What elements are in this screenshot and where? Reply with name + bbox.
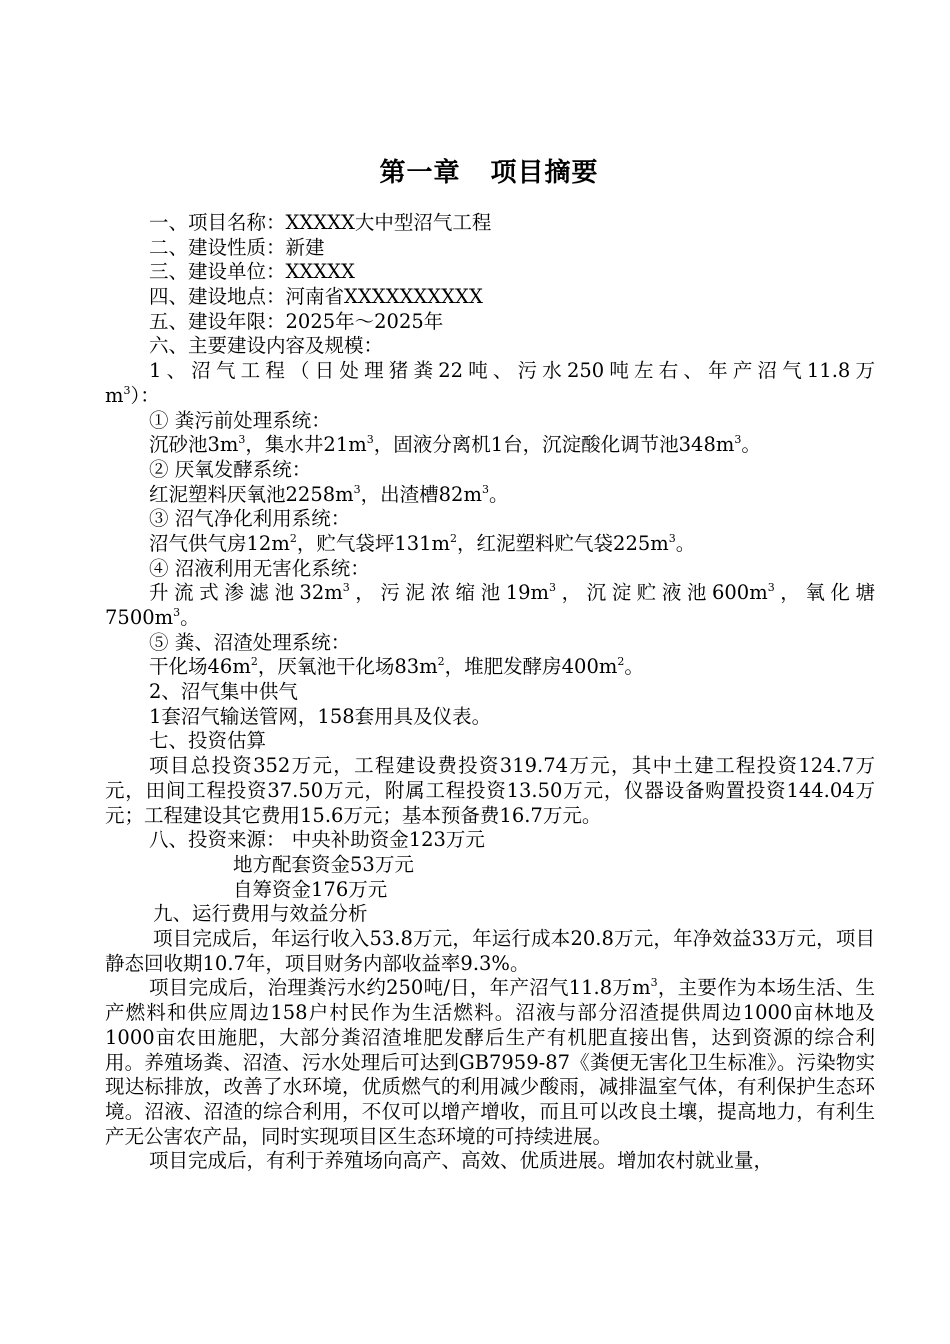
construction-unit: 三、建设单位：XXXXX bbox=[149, 260, 355, 284]
document-body bbox=[105, 211, 875, 1174]
fermentation-system-content: 红泥塑料厌氧池$2258m^3$，出渣槽$82m^3$。 bbox=[149, 482, 509, 506]
construction-nature: 二、建设性质：新建 bbox=[149, 235, 325, 259]
funding-central: 八、投资来源： 中央补助资金123万元 bbox=[149, 828, 485, 852]
fermentation-system-title: ② 厌氧发酵系统： bbox=[149, 457, 312, 481]
funding-self: 自筹资金176万元 bbox=[233, 877, 388, 901]
chapter-title bbox=[0, 152, 950, 189]
benefit-paragraph-1: 项目完成后，年运行收入53.8万元，年运行成本20.8万元，年净效益33万元，项目静态回收期10.7年，项目财务内部收益率9.3%。 bbox=[105, 926, 875, 975]
residue-system-content: 干化场$46m^2$，厌氧池干化场$83m^2$，堆肥发酵房$400m^2$。 bbox=[149, 655, 644, 679]
residue-system-title: ⑤ 粪、沼渣处理系统： bbox=[149, 630, 351, 654]
chapter-number: 第一章 bbox=[379, 158, 461, 188]
investment-heading: 七、投资估算 bbox=[149, 729, 267, 753]
purification-system-title: ③ 沼气净化利用系统： bbox=[149, 507, 351, 531]
chapter-heading: 项目摘要 bbox=[490, 158, 599, 188]
biogas-project-line-cont: $m^3$）： bbox=[105, 383, 160, 407]
scope-heading: 六、主要建设内容及规模： bbox=[149, 334, 384, 358]
gas-supply-content: 1套沼气输送管网，158套用具及仪表。 bbox=[149, 704, 492, 728]
digestate-system-title: ④ 沼液利用无害化系统： bbox=[149, 556, 370, 580]
pretreatment-system-content: 沉砂池$3m^3$，集水井$21m^3$，固液分离机1台，沉淀酸化调节池$348m^3$。 bbox=[149, 433, 761, 457]
digestate-system-content-cont: $7500m^3$。 bbox=[105, 606, 200, 629]
benefit-heading: 九、运行费用与效益分析 bbox=[153, 902, 368, 926]
biogas-project-line: 1、沼气工程（日处理猪粪22吨、污水250吨左右、年产沼气11.8万 bbox=[149, 359, 875, 383]
purification-system-content: 沼气供气房$12m^2$，贮气袋坪$131m^2$，红泥塑料贮气袋$225m^3$。 bbox=[149, 531, 696, 555]
investment-paragraph: 项目总投资352万元，工程建设费投资319.74万元，其中土建工程投资124.7万元，田间工程投资37.50万元，附属工程投资13.50万元，仪器设备购置投资144.04万元；工程建设其它费用15.6万元；基本预备费16.7万元。 bbox=[105, 754, 875, 827]
pretreatment-system-title: ① 粪污前处理系统： bbox=[149, 408, 331, 432]
gas-supply-heading: 2、沼气集中供气 bbox=[149, 680, 298, 704]
funding-local: 地方配套资金53万元 bbox=[233, 852, 414, 876]
benefit-paragraph-2: 项目完成后，治理粪污水约250吨/日，年产沼气11.8万$m^3$，主要作为本场生活、生产燃料和供应周边158户村民作为生活燃料。沼液与部分沼渣提供周边1000亩林地及1000亩农田施肥，大部分粪沼渣堆肥发酵后生产有机肥直接出售，达到资源的综合利用。养殖场粪、沼渣、污水处理后可达到GB7959-87《粪便无害化卫生标准》。污染物实现达标排放，改善了水环境，优质燃气的利用减少酸雨，减排温室气体，有利保护生态环境。沼液、沼渣的综合利用，不仅可以增产增收，而且可以改良土壤，提高地力，有利生产无公害农产品，同时实现项目区生态环境的可持续进展。 bbox=[105, 976, 875, 1148]
construction-period: 五、建设年限：2025年～2025年 bbox=[149, 309, 444, 333]
construction-location: 四、建设地点：河南省XXXXXXXXXX bbox=[149, 285, 483, 309]
digestate-system-content: 升流式渗滤池$32m^3$，污泥浓缩池$19m^3$，沉淀贮液池$600m^3$，氧化塘 bbox=[149, 581, 875, 605]
project-name: 一、项目名称：XXXXX大中型沼气工程 bbox=[149, 211, 492, 234]
benefit-paragraph-3: 项目完成后，有利于养殖场向高产、高效、优质进展。增加农村就业量， bbox=[149, 1149, 774, 1173]
